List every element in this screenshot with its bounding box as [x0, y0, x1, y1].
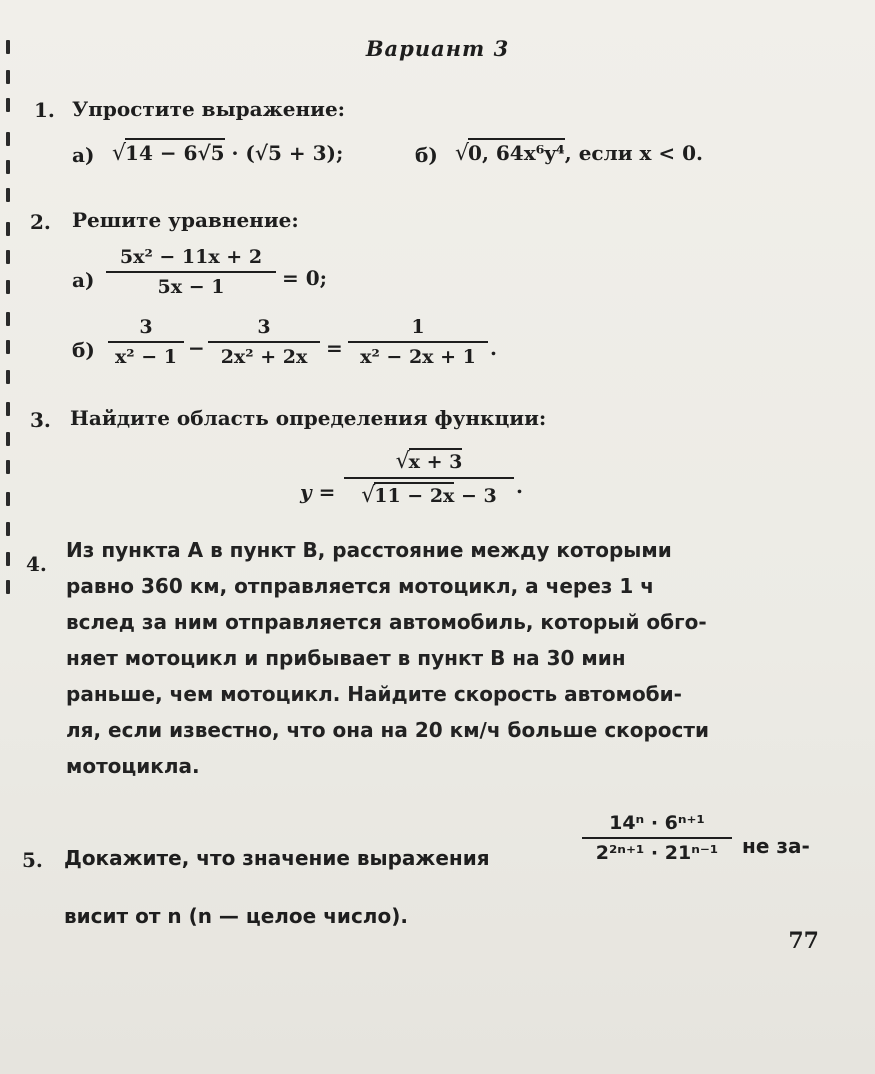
- q4-text: [66, 532, 811, 784]
- q3-fraction: [344, 448, 514, 508]
- q1-a-label: а): [72, 143, 95, 167]
- q1-b-label: б): [415, 143, 438, 167]
- q1-a-radicand: 14 − 6√5: [125, 138, 225, 165]
- binding-marks: [4, 40, 14, 600]
- q2-a-label: а): [72, 268, 95, 292]
- q2-b-f2-denominator: 2x² + 2x: [220, 346, 308, 368]
- q1-number: 1.: [34, 98, 55, 122]
- q3-denominator: √11 − 2x − 3: [361, 483, 497, 508]
- q2-b-label: б): [72, 338, 95, 362]
- q5-number: 5.: [22, 848, 43, 872]
- q4-line: няет мотоцикл и прибывает в пункт B на 30 мин: [66, 646, 626, 670]
- q2-b-f3-numerator: 1: [411, 316, 425, 338]
- q2-b-f1-numerator: 3: [139, 316, 153, 338]
- q5-text: Докажите, что значение выражения: [64, 846, 490, 870]
- q3-lhs: y =: [300, 480, 336, 504]
- q3-text: Найдите область определения функции:: [70, 406, 547, 430]
- q3-den-radicand: 11 − 2x: [374, 482, 454, 507]
- q2-a-numerator: 5x² − 11x + 2: [119, 246, 263, 268]
- q4-line: раньше, чем мотоцикл. Найдите скорость автомоби-: [66, 682, 682, 706]
- q3-end: .: [516, 474, 523, 498]
- q1-a-rest: · (√5 + 3);: [231, 141, 344, 165]
- q1-text: Упростите выражение:: [72, 97, 346, 121]
- q2-b-equals: =: [326, 336, 343, 360]
- q4-line: Из пункта A в пункт B, расстояние между которыми: [66, 538, 672, 562]
- q1-b-expression: √0, 64x⁶y⁴, если x < 0.: [455, 138, 703, 166]
- q2-b-minus: −: [188, 336, 205, 360]
- q2-text: Решите уравнение:: [72, 208, 299, 232]
- q1-a-expression: √14 − 6√5 · (√5 + 3);: [112, 138, 343, 166]
- q3-den-rest: − 3: [461, 485, 497, 507]
- q2-number: 2.: [30, 210, 51, 234]
- q4-number: 4.: [26, 552, 47, 576]
- q4-line: вслед за ним отправляется автомобиль, который обго-: [66, 610, 707, 634]
- q2-b-fraction-1: [108, 316, 184, 368]
- q3-num-radicand: x + 3: [409, 448, 463, 473]
- q2-a-denominator: 5x − 1: [157, 276, 225, 298]
- q2-b-f3-denominator: x² − 2x + 1: [360, 346, 476, 368]
- q1-b-condition: , если x < 0.: [564, 141, 703, 165]
- q4-line: равно 360 км, отправляется мотоцикл, а через 1 ч: [66, 574, 654, 598]
- q3-numerator: √x + 3: [395, 449, 463, 474]
- q2-b-fraction-3: [348, 316, 488, 368]
- variant-title: Вариант 3: [365, 36, 510, 61]
- q5-text-after: не за-: [742, 834, 810, 858]
- q5-fraction: [582, 812, 732, 864]
- q4-line: ля, если известно, что она на 20 км/ч больше скорости: [66, 718, 710, 742]
- q1-b-radicand: 0, 64x⁶y⁴: [468, 138, 565, 165]
- q5-line2: висит от n (n — целое число).: [64, 904, 408, 928]
- q2-b-f2-numerator: 3: [257, 316, 271, 338]
- q2-a-rhs: = 0;: [282, 266, 328, 290]
- q3-number: 3.: [30, 408, 51, 432]
- q2-b-end: .: [490, 336, 497, 360]
- page-number: 77: [788, 928, 819, 954]
- q2-b-fraction-2: [208, 316, 320, 368]
- q5-numerator: 14ⁿ · 6ⁿ⁺¹: [609, 812, 705, 834]
- q4-line: мотоцикла.: [66, 754, 200, 778]
- q2-a-fraction: [106, 246, 276, 298]
- q5-denominator: 2²ⁿ⁺¹ · 21ⁿ⁻¹: [595, 842, 719, 864]
- q2-b-f1-denominator: x² − 1: [114, 346, 178, 368]
